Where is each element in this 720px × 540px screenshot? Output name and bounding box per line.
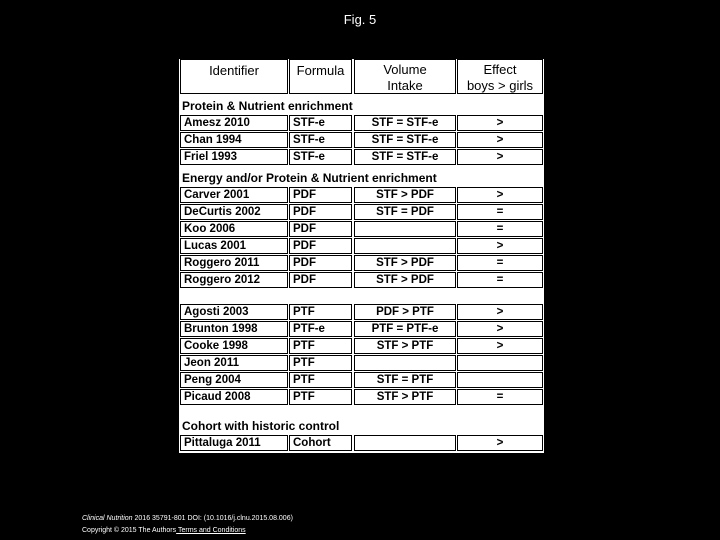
header-formula [289,59,352,94]
header-effect [457,59,543,94]
cell-formula: PDF [289,272,352,288]
section-title: Protein & Nutrient enrichment [182,99,353,113]
header-identifier-label: Identifier [209,63,259,78]
cell-formula: PTF [289,372,352,388]
cell-volume: STF > PDF [354,255,456,271]
table-row [179,115,544,131]
table-row [179,389,544,405]
header-identifier [180,59,288,94]
table-row [179,187,544,203]
cell-volume [354,238,456,254]
table-row [179,321,544,337]
results-table [179,59,544,453]
header-volume-line2: Intake [387,78,423,93]
cell-effect: > [457,115,543,131]
cell-identifier: Roggero 2011 [180,255,288,271]
cell-volume: STF > PTF [354,338,456,354]
figure-title: Fig. 5 [343,12,377,27]
table-row [179,272,544,288]
cell-effect: > [457,187,543,203]
table-row [179,238,544,254]
section-title: Cohort with historic control [182,419,340,433]
cell-identifier: Chan 1994 [180,132,288,148]
cell-identifier: Peng 2004 [180,372,288,388]
cell-effect: = [457,272,543,288]
header-effect-line2: boys > girls [466,78,534,93]
cell-formula: PTF-e [289,321,352,337]
cell-formula: PTF [289,338,352,354]
cell-effect [457,355,543,371]
copyright-line [82,527,246,534]
cell-formula: PTF [289,304,352,320]
cell-identifier: Pittaluga 2011 [180,435,288,451]
cell-formula: STF-e [289,132,352,148]
table-row [179,221,544,237]
cell-formula: PDF [289,255,352,271]
cell-volume: PTF = PTF-e [354,321,456,337]
table-row [179,372,544,388]
cell-volume: PDF > PTF [354,304,456,320]
header-volume [354,59,456,94]
cell-formula: PTF [289,389,352,405]
cell-identifier: Friel 1993 [180,149,288,165]
section-title: Energy and/or Protein & Nutrient enrichment [182,171,437,185]
cell-volume: STF > PTF [354,389,456,405]
table-row [179,204,544,220]
cell-formula: STF-e [289,115,352,131]
cell-identifier: DeCurtis 2002 [180,204,288,220]
cell-formula: PDF [289,204,352,220]
table-row [179,435,544,451]
cell-volume: STF = STF-e [354,149,456,165]
cell-identifier: Brunton 1998 [180,321,288,337]
cell-effect: = [457,204,543,220]
cell-formula: PTF [289,355,352,371]
cell-volume [354,355,456,371]
cell-volume: STF > PDF [354,272,456,288]
cell-effect: = [457,389,543,405]
table-row [179,255,544,271]
table-row [179,149,544,165]
header-formula-label: Formula [296,63,345,78]
cell-effect: > [457,435,543,451]
cell-identifier: Lucas 2001 [180,238,288,254]
citation-text: 2016 35791-801 DOI: (10.1016/j.clnu.2015.08.006) [132,515,293,522]
table-row [179,355,544,371]
cell-effect: > [457,338,543,354]
cell-identifier: Cooke 1998 [180,338,288,354]
cell-identifier: Koo 2006 [180,221,288,237]
cell-effect: > [457,149,543,165]
cell-volume: STF = PDF [354,204,456,220]
cell-effect: = [457,255,543,271]
terms-link[interactable]: Terms and Conditions [176,527,246,534]
citation-line [82,515,293,522]
cell-identifier: Amesz 2010 [180,115,288,131]
copyright-text: Copyright © 2015 The Authors [82,527,177,534]
cell-effect: > [457,321,543,337]
table-row [179,338,544,354]
cell-effect: > [457,238,543,254]
table-row [179,132,544,148]
cell-volume [354,221,456,237]
cell-identifier: Carver 2001 [180,187,288,203]
cell-identifier: Agosti 2003 [180,304,288,320]
cell-volume: STF > PDF [354,187,456,203]
cell-volume: STF = STF-e [354,115,456,131]
cell-formula: PDF [289,221,352,237]
cell-formula: PDF [289,187,352,203]
cell-volume [354,435,456,451]
cell-volume: STF = STF-e [354,132,456,148]
cell-effect: > [457,304,543,320]
header-volume-line1: Volume [383,62,427,77]
cell-identifier: Picaud 2008 [180,389,288,405]
cell-formula: PDF [289,238,352,254]
cell-formula: Cohort [289,435,352,451]
cell-effect: = [457,221,543,237]
cell-identifier: Jeon 2011 [180,355,288,371]
cell-effect: > [457,132,543,148]
cell-volume: STF = PTF [354,372,456,388]
cell-identifier: Roggero 2012 [180,272,288,288]
table-row [179,304,544,320]
journal-name: Clinical Nutrition [82,515,133,522]
header-effect-line1: Effect [483,62,517,77]
cell-formula: STF-e [289,149,352,165]
cell-effect [457,372,543,388]
